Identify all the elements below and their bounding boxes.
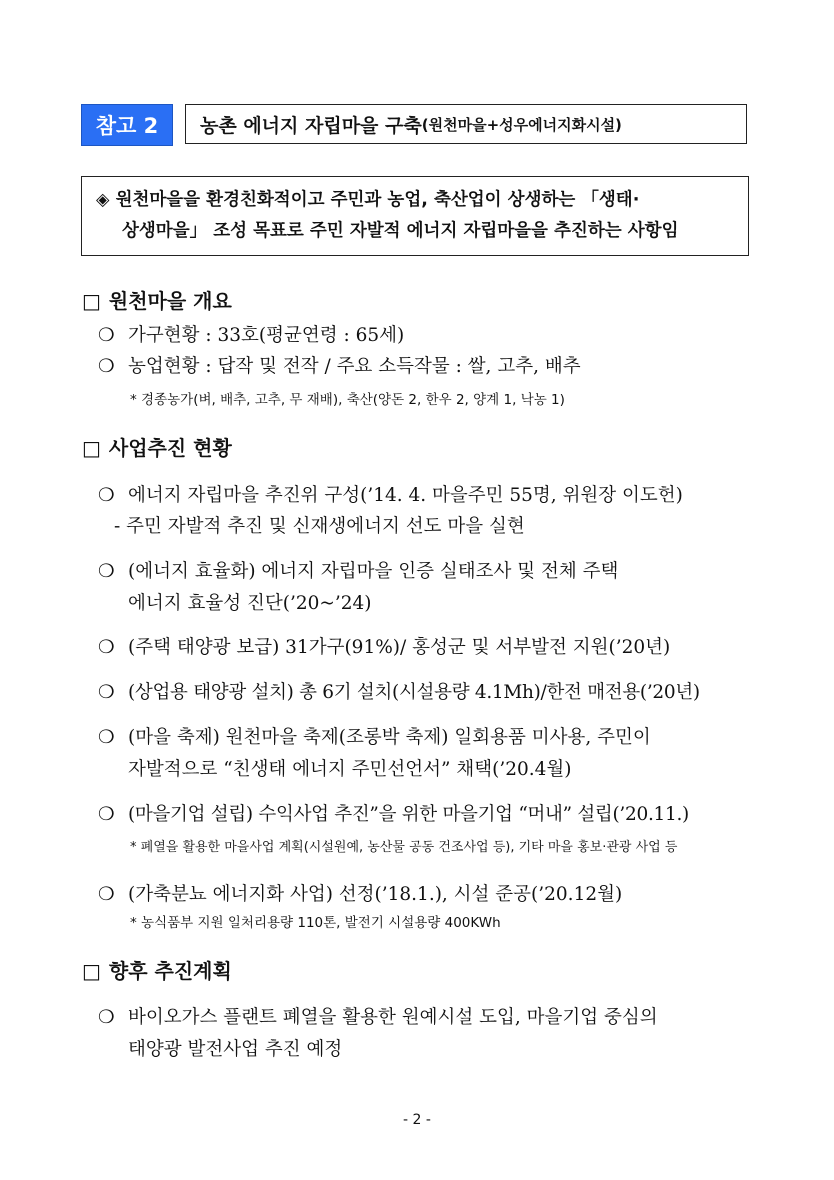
square-bullet-icon: □ xyxy=(82,436,101,460)
section-title: 사업추진 현황 xyxy=(108,436,232,460)
circle-bullet-icon: ❍ xyxy=(98,884,115,905)
page-title xyxy=(185,104,747,144)
list-item xyxy=(98,880,622,906)
title-sub: (원천마을+성우에너지화시설) xyxy=(421,115,622,134)
list-item-text: (주택 태양광 보급) 31가구(91%)/ 홍성군 및 서부발전 지원(’20년) xyxy=(128,637,671,658)
list-item-text: 농업현황 : 답작 및 전작 / 주요 소득작물 : 쌀, 고추, 배추 xyxy=(128,356,581,377)
circle-bullet-icon: ❍ xyxy=(98,325,115,346)
list-item-text: (에너지 효율화) 에너지 자립마을 인증 실태조사 및 전체 주택 xyxy=(128,561,619,582)
list-item xyxy=(98,678,700,704)
list-item xyxy=(98,557,618,583)
list-item-text: 가구현황 : 33호(평균연령 : 65세) xyxy=(128,325,405,346)
list-item xyxy=(98,723,651,749)
diamond-bullet-icon: ◈ xyxy=(96,190,110,210)
list-item-text: 에너지 자립마을 추진위 구성(’14. 4. 마을주민 55명, 위원장 이도헌) xyxy=(128,485,683,506)
circle-bullet-icon: ❍ xyxy=(98,561,115,582)
square-bullet-icon: □ xyxy=(82,289,101,313)
section-title: 원천마을 개요 xyxy=(108,289,232,313)
circle-bullet-icon: ❍ xyxy=(98,682,115,703)
list-item xyxy=(98,1003,658,1029)
section-heading-progress xyxy=(82,432,232,461)
list-item-text: (마을 축제) 원천마을 축제(조롱박 축제) 일회용품 미사용, 주민이 xyxy=(128,727,651,748)
page-number: - 2 - xyxy=(403,1112,431,1128)
circle-bullet-icon: ❍ xyxy=(98,804,115,825)
section-heading-overview xyxy=(82,285,232,314)
list-item xyxy=(98,481,683,507)
list-item-continuation: 자발적으로 “친생태 에너지 주민선언서” 채택(’20.4월) xyxy=(128,759,572,780)
circle-bullet-icon: ❍ xyxy=(98,727,115,748)
circle-bullet-icon: ❍ xyxy=(98,1007,115,1028)
sub-item: - 주민 자발적 추진 및 신재생에너지 선도 마을 실현 xyxy=(114,516,525,537)
summary-line-1 xyxy=(96,185,736,216)
list-item xyxy=(98,321,404,347)
circle-bullet-icon: ❍ xyxy=(98,356,115,377)
square-bullet-icon: □ xyxy=(82,959,101,983)
footnote: * 경종농가(벼, 배추, 고추, 무 재배), 축산(양돈 2, 한우 2, 양계 1, 낙농 1) xyxy=(130,392,565,408)
circle-bullet-icon: ❍ xyxy=(98,637,115,658)
list-item xyxy=(98,800,689,826)
list-item-text: 바이오가스 플랜트 폐열을 활용한 원예시설 도입, 마을기업 중심의 xyxy=(128,1007,658,1028)
section-title: 향후 추진계획 xyxy=(108,959,232,983)
summary-box xyxy=(81,176,749,256)
reference-tag: 참고 2 xyxy=(81,104,173,146)
list-item-text: (가축분뇨 에너지화 사업) 선정(’18.1.), 시설 준공(’20.12월) xyxy=(128,884,623,905)
footnote: * 폐열을 활용한 마을사업 계획(시설원예, 농산물 공동 건조사업 등), 기타 마을 홍보·관광 사업 등 xyxy=(130,840,678,855)
list-item xyxy=(98,633,670,659)
list-item-continuation: 태양광 발전사업 추진 예정 xyxy=(128,1039,343,1060)
section-heading-plan xyxy=(82,955,232,984)
summary-text-1: 원천마을을 환경친화적이고 주민과 농업, 축산업이 상생하는 「생태· xyxy=(115,190,640,210)
list-item-continuation: 에너지 효율성 진단(’20~’24) xyxy=(128,593,372,614)
summary-line-2: 상생마을」 조성 목표로 주민 자발적 에너지 자립마을을 추진하는 사항임 xyxy=(122,221,679,241)
circle-bullet-icon: ❍ xyxy=(98,485,115,506)
footnote: * 농식품부 지원 일처리용량 110톤, 발전기 시설용량 400KWh xyxy=(130,915,501,931)
title-main: 농촌 에너지 자립마을 구축 xyxy=(200,114,422,137)
list-item xyxy=(98,352,581,378)
list-item-text: (상업용 태양광 설치) 총 6기 설치(시설용량 4.1Mh)/한전 매전용(’20년) xyxy=(128,682,700,703)
list-item-text: (마을기업 설립) 수익사업 추진”을 위한 마을기업 “머내” 설립(’20.11.) xyxy=(128,804,689,825)
